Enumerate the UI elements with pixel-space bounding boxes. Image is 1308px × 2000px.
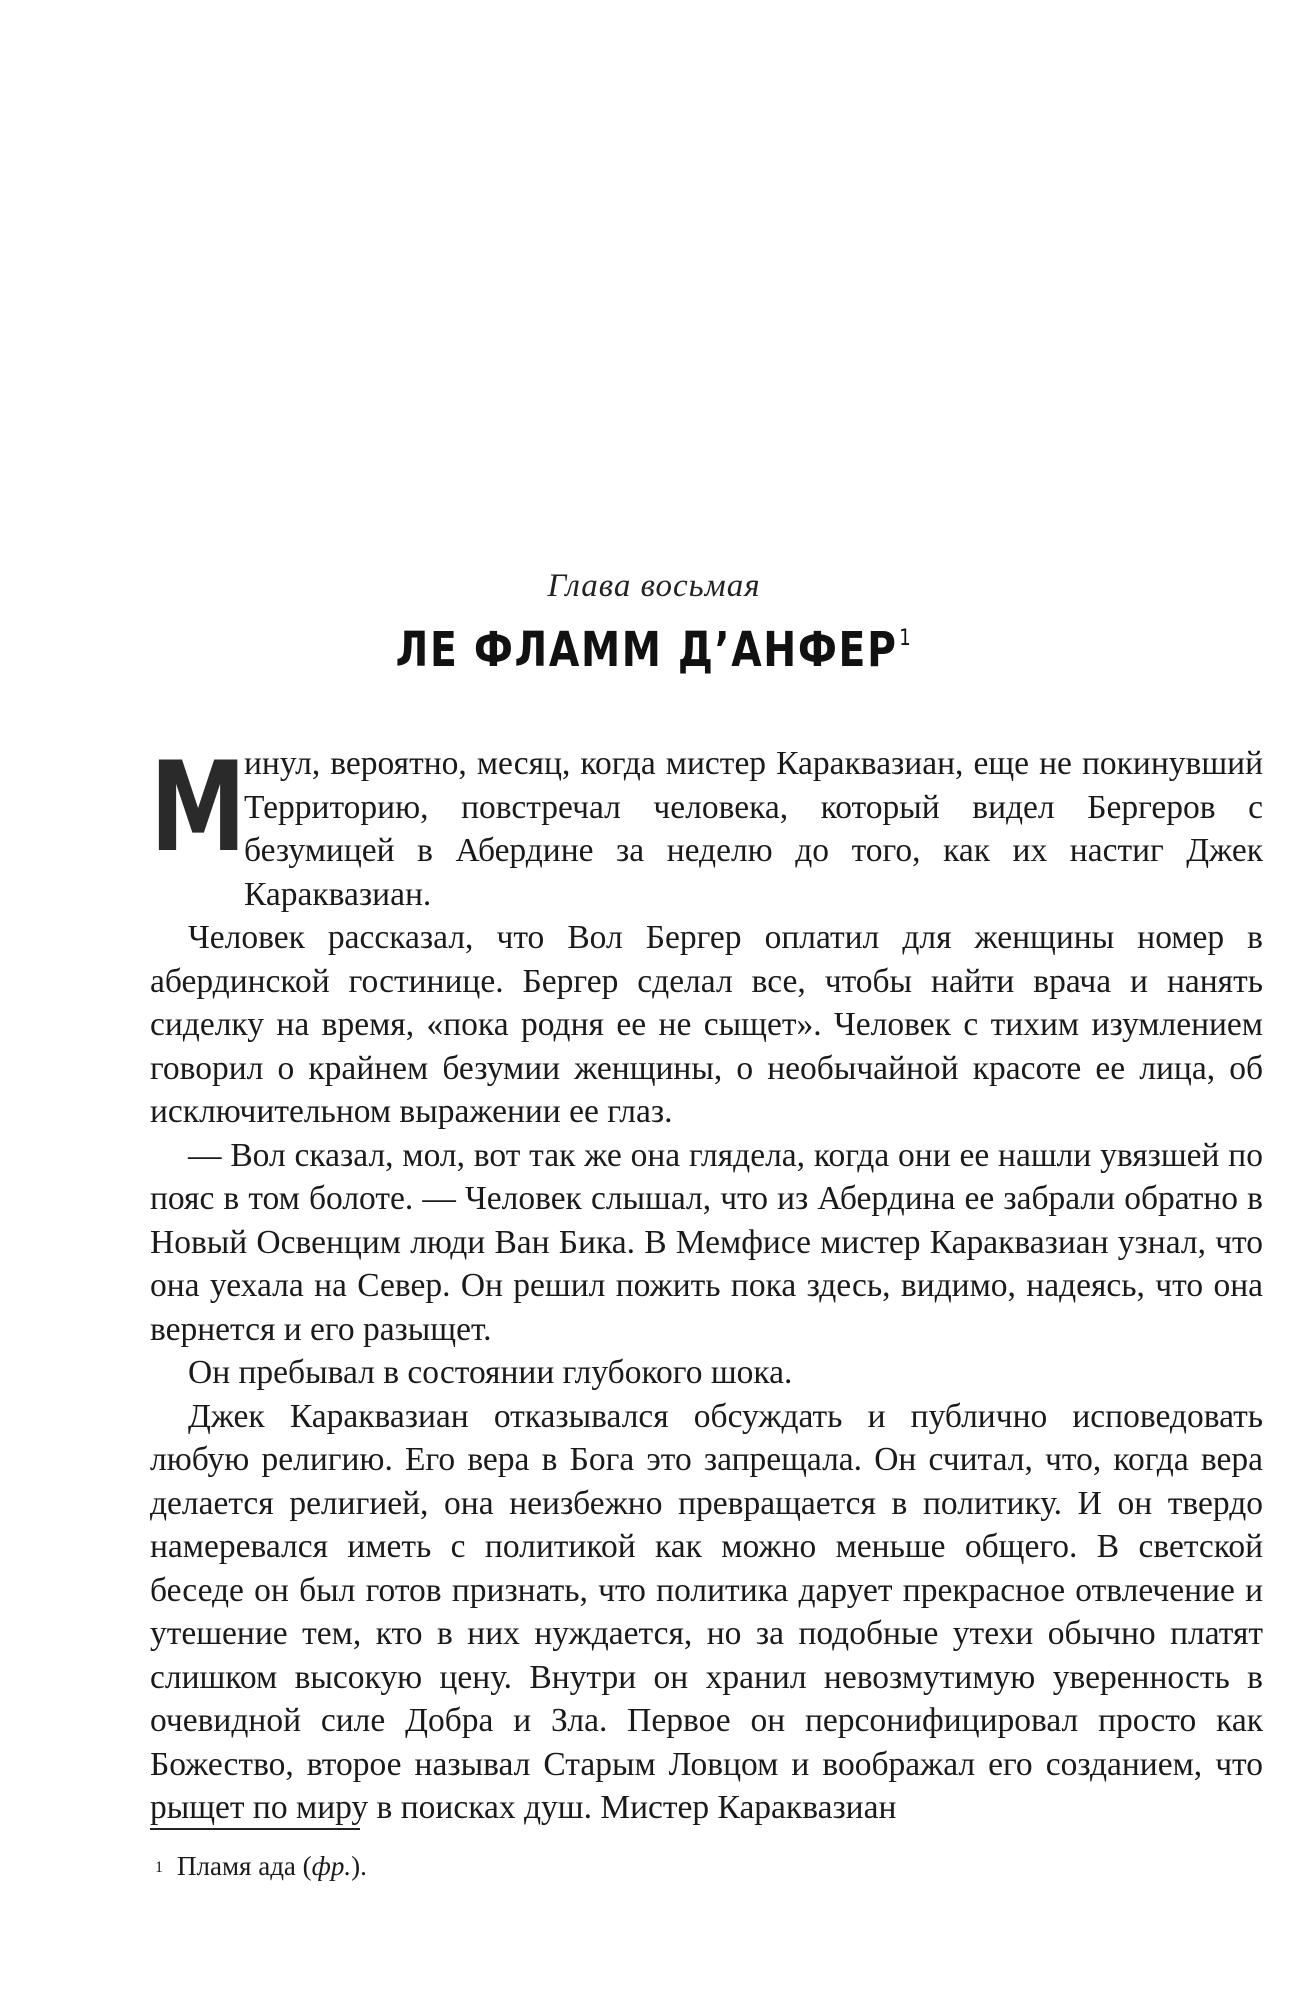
chapter-title <box>118 622 1191 678</box>
paragraph-1 <box>150 736 1263 916</box>
chapter-title-text: ЛЕ ФЛАММ Д’АНФЕР <box>395 622 898 678</box>
footnote-reference[interactable]: 1 <box>899 626 913 651</box>
footnote <box>155 1848 367 1884</box>
paragraph-2: Человек рассказал, что Вол Бергер оплатил для женщины номер в абердинской гостинице. Бергер сделал все, чтобы найти врача и нанять сиделку на время, «пока родня ее не сыщет». Человек с тихим изумлением говорил о крайнем безумии женщины, о необычайной красоте ее лица, об исключительном выражении ее глаз. <box>150 919 1263 1130</box>
footnote-text-italic: фр. <box>311 1851 352 1881</box>
drop-cap: М <box>150 736 247 880</box>
footnote-divider <box>150 1828 360 1830</box>
paragraph-5: Джек Караквазиан отказывался обсуждать и публично исповедовать любую религию. Его вера в Бога это запрещала. Он считал, что, когда вера делается религией, она неизбежно превращается в политику. И он твердо намеревался иметь с политикой как можно меньше общего. В светской беседе он был готов признать, что политика дарует прекрасное отвлечение и утешение тем, кто в них нуждается, но за подобные утехи обычно платят слишком высокую цену. Внутри он хранил невозмутимую уверенность в очевидной силе Добра и Зла. Первое он персонифицировал просто как Божество, второе называл Старым Ловцом и воображал его созданием, что рыщет по миру в поисках душ. Мистер Караквазиан <box>150 1397 1263 1826</box>
paragraph-3: — Вол сказал, мол, вот так же она глядела, когда они ее нашли увязшей по пояс в том болоте. — Человек слышал, что из Абердина ее забрали обратно в Новый Освенцим люди Ван Бика. В Мемфисе мистер Караквазиан узнал, что она уехала на Север. Он решил пожить пока здесь, видимо, надеясь, что она вернется и его разыщет. <box>150 1136 1263 1348</box>
footnote-text-before: Пламя ада ( <box>177 1851 312 1881</box>
footnote-mark: 1 <box>155 1859 163 1876</box>
footnote-text-after: ). <box>351 1851 367 1881</box>
paragraph-4: Он пребывал в состоянии глубокого шока. <box>188 1354 793 1391</box>
paragraph-1-text: инул, вероятно, месяц, когда мистер Караквазиан, еще не покинувший Территорию, повстречал человека, который видел Бергеров с безумицей в Абердине за неделю до того, как их настиг Джек Караквазиан. <box>244 745 1263 913</box>
body-text <box>150 736 1263 1830</box>
chapter-subtitle: Глава восьмая <box>547 568 761 604</box>
